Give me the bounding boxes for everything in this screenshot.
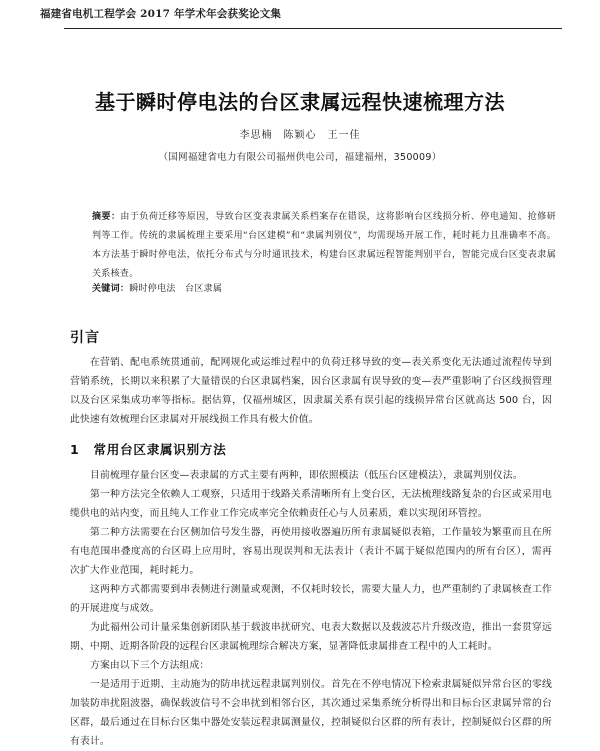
abstract-text: 由于负荷迁移等原因，导致台区变表隶属关系档案存在错误，这将影响台区线损分析、停电通知、抢修研判等工作。传统的隶属梳理主要采用“台区建模”和“隶属判别仪”，均需现场开展工作，耗时耗力且准确率不高。本方法基于瞬时停电法，依托分布式与分时通讯技术，构建台区隶属远程智能判别平台，智能完成台区变表隶属关系核查。 (92, 212, 556, 279)
keywords (92, 281, 556, 294)
section-1-paragraph: 这两种方式都需要到串表侧进行测量或观测，不仅耗时较长，需要大量人力，也严重制约了隶属核查工作的开展进度与成效。 (70, 584, 552, 614)
intro-heading: 引言 (70, 330, 100, 346)
section-1-paragraph: 第一种方法完全依赖人工观察，只适用于线路关系清晰所有上变台区，无法梳理线路复杂的台区或采用电缆供电的站内变，而且纯人工作业工作完成率完全依赖责任心与人员素质，难以实现闭环管控。 (70, 489, 552, 519)
section-1-paragraph: 为此福州公司计量采集创新团队基于载波串扰研究、电表大数据以及载波芯片升级改造，推出一套贯穿远期、中期、近期各阶段的远程台区隶属梳理综合解决方案，显著降低隶属排查工程中的人工耗时。 (70, 622, 552, 652)
keywords-label: 关键词： (92, 284, 130, 294)
section-1-paragraph: 目前梳理存量台区变—表隶属的方式主要有两种，即依照模法（低压台区建模法），隶属判别仪法。 (90, 470, 523, 481)
section-1-paragraph: 第二种方法需要在台区侧加信号发生器，再使用接收器遍历所有隶属疑似表箱，工作量较为繁重而且在所有电范围串叠度高的台区碍上应用时，容易出现误判和无法表计（表计不属于疑似范围内的所有台区），需再次扩大作业范围，耗时耗力。 (70, 527, 552, 576)
section-1-paragraph: 一是适用于近期、主动施为的防串扰远程隶属判别仪。首先在不停电情况下检索隶属疑似异常台区的零线加装防串扰阻波器，确保载波信号不会串扰到相邻台区，其次通过采集系统分析得出和目标台区隶属异常的台区群，最后通过在目标台区集中器处安装远程隶属测量仪，控制疑似台区群的所有表计，控制疑似台区群的所有表计。 (70, 679, 552, 747)
abstract-label: 摘要： (92, 212, 121, 222)
section-1-heading (70, 440, 227, 458)
section-1-number: 1 (70, 442, 80, 457)
section-1-title: 常用台区隶属识别方法 (93, 442, 227, 457)
abstract (92, 208, 556, 284)
running-header: 福建省电机工程学会 2017 年学术年会获奖论文集 (40, 8, 282, 20)
header-rule (64, 28, 562, 29)
keywords-text: 瞬时停电法 台区隶属 (129, 284, 223, 294)
paper-title: 基于瞬时停电法的台区隶属远程快速梳理方法 (95, 90, 505, 114)
intro-paragraph: 在营销、配电系统贯通前，配网规化或运维过程中的负荷迁移导致的变—表关系变化无法通过流程传导到营销系统，长期以来积累了大量错误的台区隶属档案，因台区隶属有误导致的变—表严重影响了台区线损管理以及台区采集成功率等指标。据估算，仅福州城区，因隶属关系有误引起的线损异常台区就高达 500 台，因此快速有效梳理台区隶属对开展线损工作具有极大价值。 (70, 357, 552, 425)
paper-affiliation: （国网福建省电力有限公司福州供电公司，福建福州，350009） (158, 152, 442, 163)
paper-authors: 李思楠 陈颖心 王一佳 (239, 130, 361, 141)
section-1-paragraph: 方案由以下三个方法组成： (90, 660, 210, 671)
